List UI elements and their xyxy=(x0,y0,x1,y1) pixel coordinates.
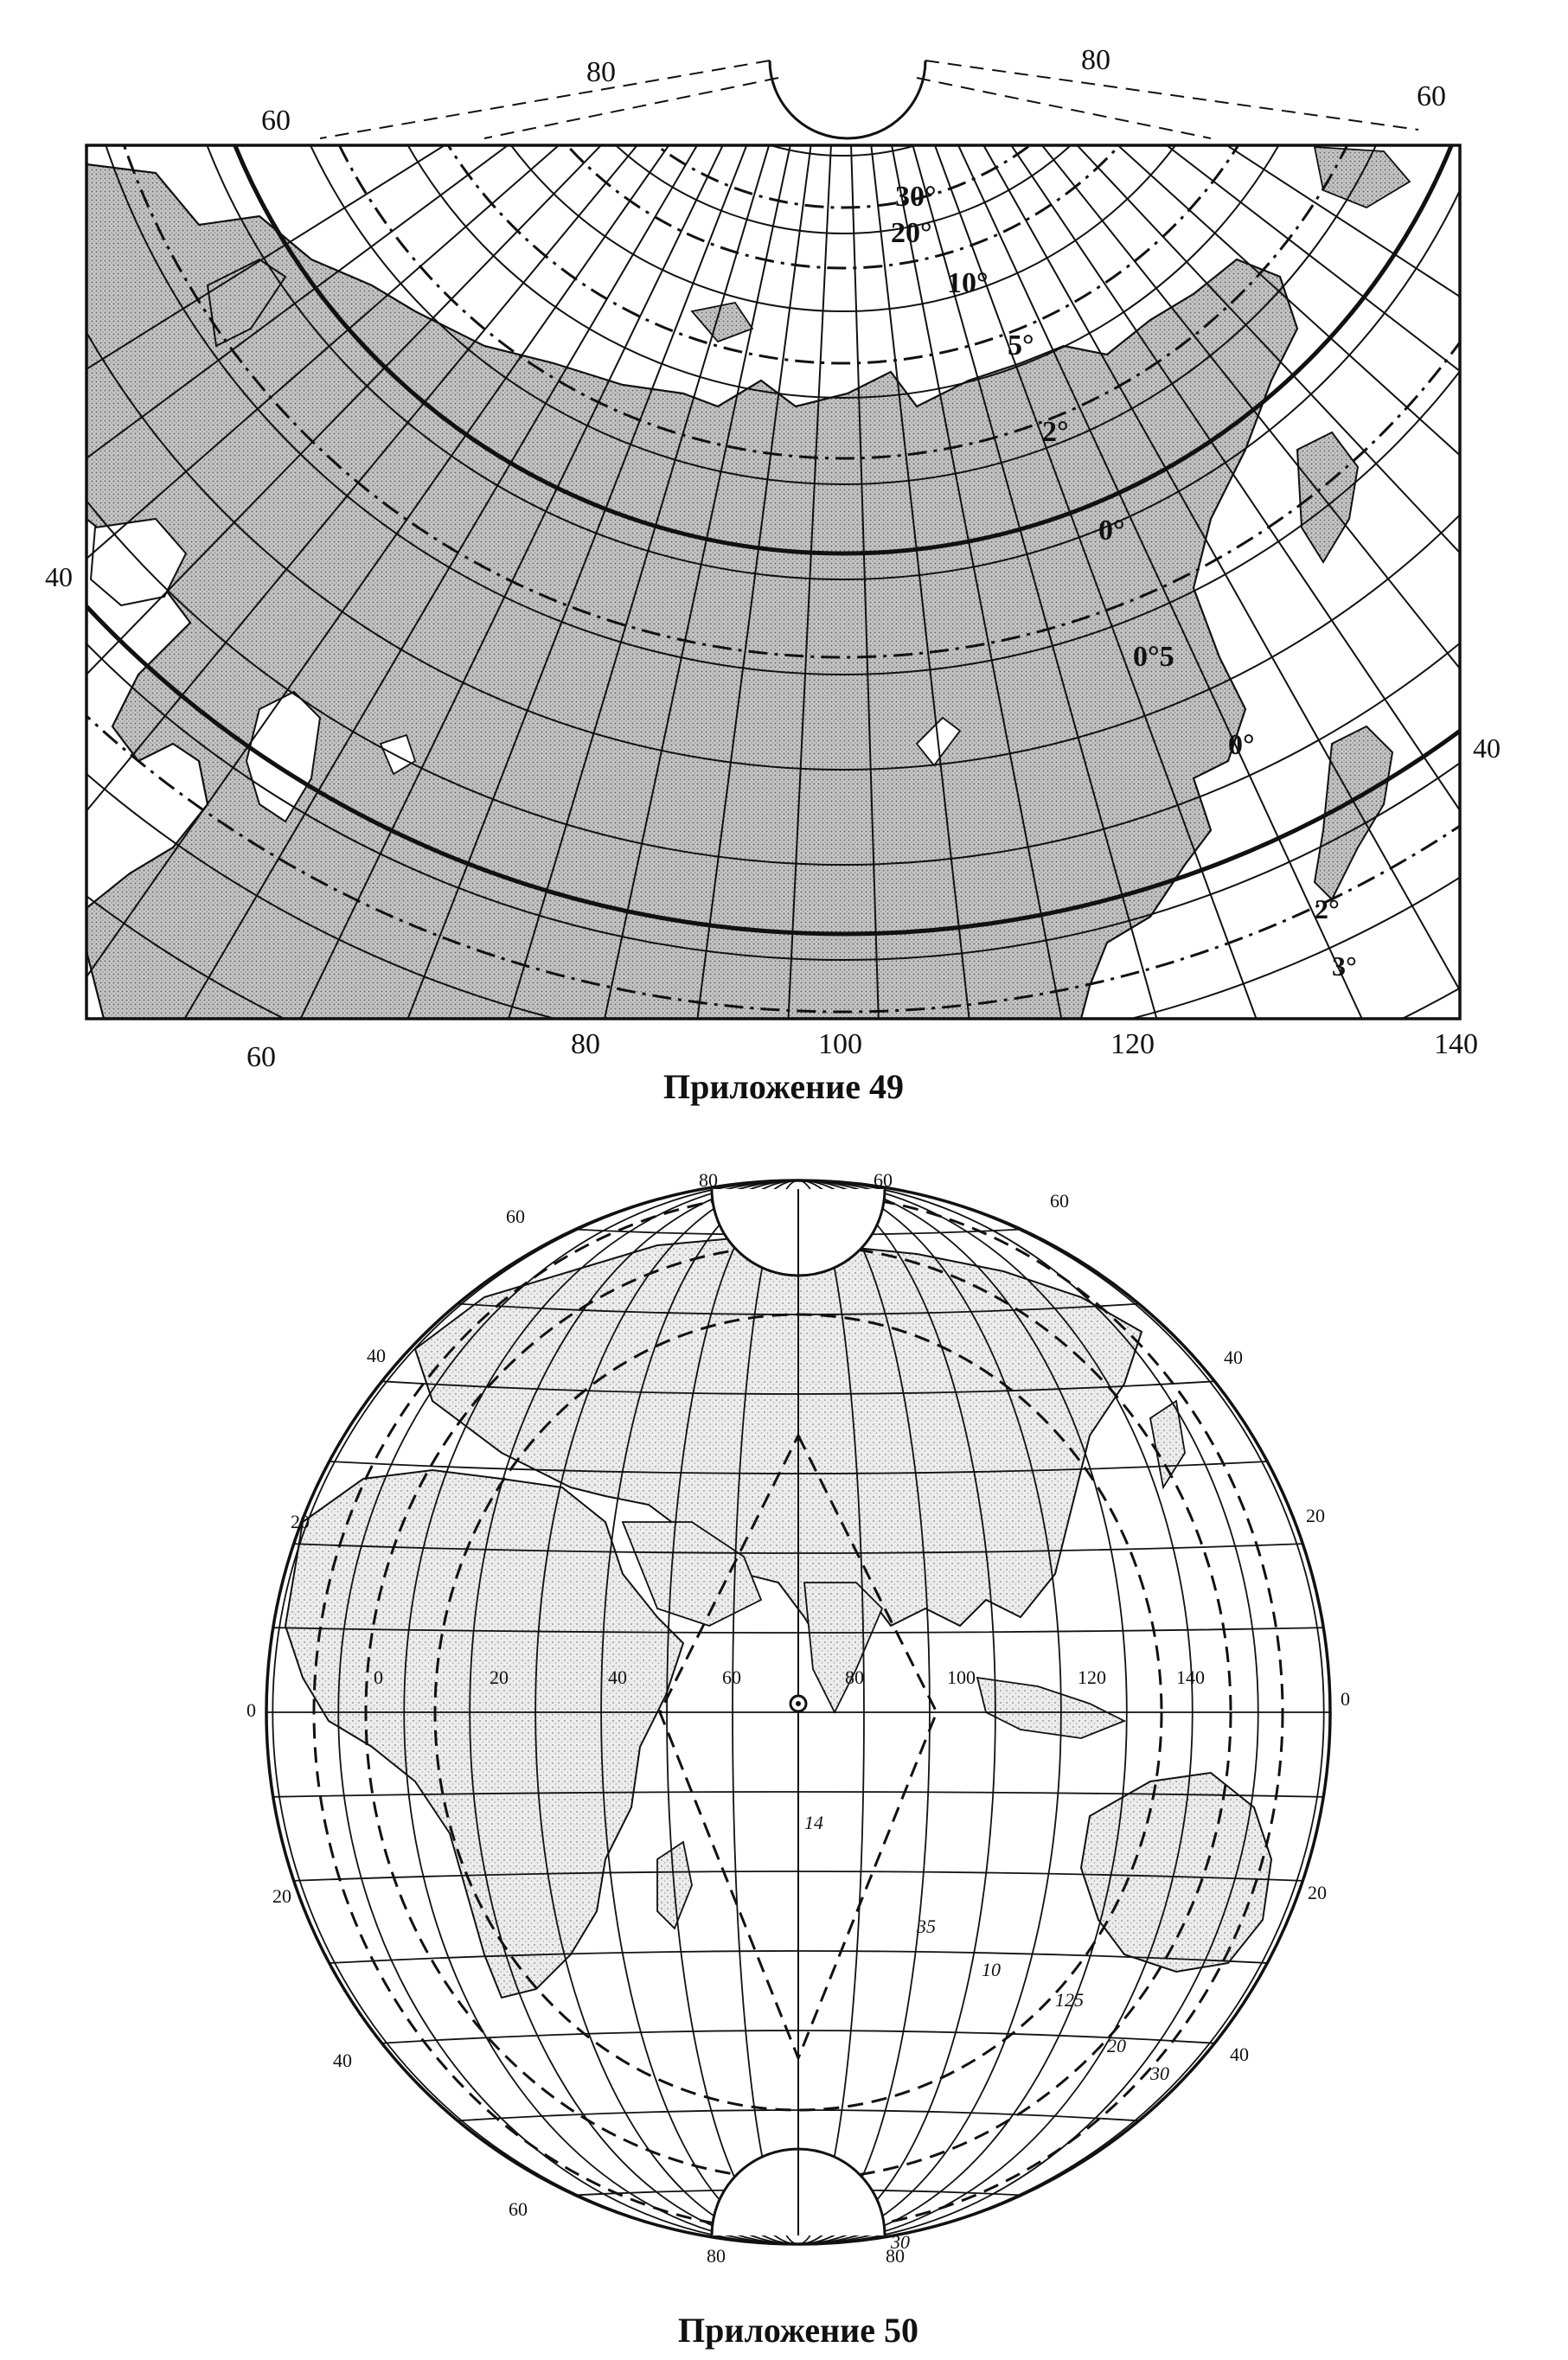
longitude-label: 100 xyxy=(947,1666,976,1688)
isoline-label: 20° xyxy=(891,217,932,249)
isoline-label: 125 xyxy=(1055,1989,1084,2011)
rim-label: 80 xyxy=(707,2245,726,2267)
isoline-label: 0°5 xyxy=(1133,641,1174,673)
map2-caption: Приложение 50 xyxy=(678,2311,918,2350)
bottom-label: 80 xyxy=(571,1028,600,1060)
latitude-label: 0 xyxy=(1341,1688,1350,1710)
map1-caption: Приложение 49 xyxy=(663,1067,904,1106)
bottom-label: 140 xyxy=(1434,1028,1478,1060)
isoline-label: 10 xyxy=(982,1959,1001,1980)
isoline-label: 20 xyxy=(1107,2035,1126,2056)
top-label: 80 xyxy=(586,56,616,88)
latitude-label: 40 xyxy=(1230,2043,1249,2065)
longitude-label: 40 xyxy=(608,1666,627,1688)
latitude-label: 20 xyxy=(291,1511,310,1532)
latitude-label: 20 xyxy=(1308,1882,1327,1903)
isoline-label: 14 xyxy=(804,1812,823,1833)
isoline-label: 10° xyxy=(947,267,989,299)
top-label: 60 xyxy=(261,105,291,137)
isoline-label: 30° xyxy=(895,181,937,213)
right-latitude-label: 40 xyxy=(1473,732,1501,764)
isoline-label: 3° xyxy=(1332,950,1357,982)
top-label: 60 xyxy=(1417,80,1446,112)
latitude-label: 0 xyxy=(246,1699,256,1721)
isoline-label: 30 xyxy=(891,2231,910,2253)
isoline-label: 30 xyxy=(1150,2063,1169,2084)
latitude-label: 20 xyxy=(272,1885,291,1907)
rim-label: 60 xyxy=(1050,1190,1069,1212)
bottom-label: 60 xyxy=(246,1041,276,1073)
bottom-label: 120 xyxy=(1110,1028,1155,1060)
isoline-label: 2° xyxy=(1042,416,1069,448)
latitude-label: 20 xyxy=(1306,1505,1325,1526)
longitude-label: 60 xyxy=(722,1666,741,1688)
globe-projection-map xyxy=(246,1169,1350,2350)
longitude-label: 120 xyxy=(1078,1666,1106,1688)
longitude-label: 80 xyxy=(845,1666,864,1688)
isoline-label: 35 xyxy=(917,1916,936,1937)
rim-label: 60 xyxy=(509,2198,528,2220)
longitude-label: 0 xyxy=(374,1666,383,1688)
projection-centre-dot xyxy=(796,1701,801,1706)
isoline-label: 0° xyxy=(1098,515,1125,547)
top-label: 80 xyxy=(1081,44,1110,76)
latitude-label: 40 xyxy=(333,2050,352,2071)
isoline-label: 5° xyxy=(1008,329,1034,361)
latitude-label: 40 xyxy=(367,1345,386,1366)
left-latitude-label: 40 xyxy=(45,561,73,592)
rim-label: 60 xyxy=(506,1206,525,1227)
latitude-label: 40 xyxy=(1224,1346,1243,1368)
longitude-label: 140 xyxy=(1176,1666,1205,1688)
isoline-label: 0° xyxy=(1228,729,1255,761)
longitude-label: 20 xyxy=(490,1666,509,1688)
rim-label: 60 xyxy=(874,1169,893,1191)
pole-cutout xyxy=(770,61,925,138)
rim-label: 80 xyxy=(886,2245,905,2267)
bottom-label: 100 xyxy=(818,1028,862,1060)
isoline-label: 2° xyxy=(1315,893,1340,924)
rim-label: 80 xyxy=(699,1169,718,1191)
